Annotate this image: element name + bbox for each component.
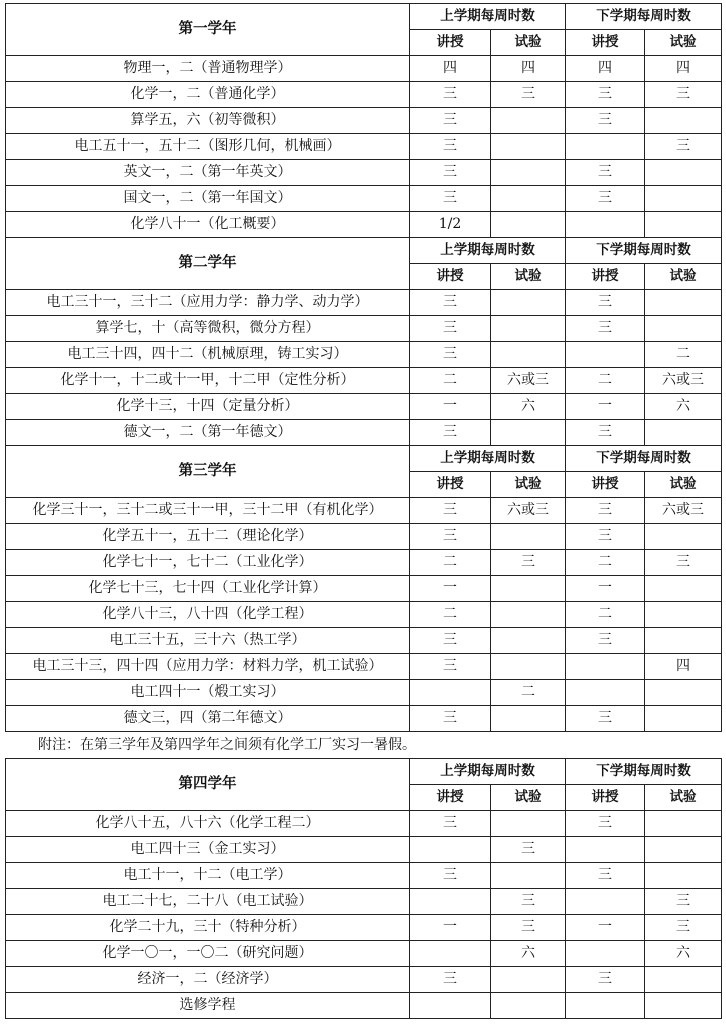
year-title: 第一学年 — [6, 4, 410, 56]
course-name: 电工三十四，四十二（机械原理，铸工实习） — [6, 342, 410, 368]
first-sem-lecture-hours: 三 — [410, 498, 491, 524]
second-sem-lab-hours: 四 — [645, 56, 722, 82]
first-sem-lab-hours — [491, 602, 566, 628]
first-sem-lecture-hours — [410, 993, 491, 1019]
course-name: 化学七十一，七十二（工业化学） — [6, 550, 410, 576]
first-sem-lecture-hours: 二 — [410, 602, 491, 628]
second-sem-lab-hours — [645, 316, 722, 342]
first-sem-lab-hours: 二 — [491, 680, 566, 706]
course-row — [6, 498, 722, 524]
course-row — [6, 602, 722, 628]
first-sem-lab-hours: 六 — [491, 941, 566, 967]
second-sem-lab-hours: 六或三 — [645, 368, 722, 394]
course-name: 化学八十一（化工概要） — [6, 212, 410, 238]
course-row — [6, 524, 722, 550]
second-sem-lab-hours — [645, 967, 722, 993]
first-sem-lab-hours: 三 — [491, 550, 566, 576]
first-sem-lab-hours — [491, 993, 566, 1019]
first-sem-lecture-hours: 三 — [410, 706, 491, 732]
first-sem-lecture-hours — [410, 889, 491, 915]
course-row — [6, 993, 722, 1019]
course-name: 化学五十一，五十二（理论化学） — [6, 524, 410, 550]
course-row — [6, 628, 722, 654]
course-name: 电工三十五，三十六（热工学） — [6, 628, 410, 654]
first-sem-lab-hours — [491, 108, 566, 134]
second-sem-lab-hours: 三 — [645, 550, 722, 576]
lab-header: 试验 — [491, 264, 566, 290]
course-row — [6, 706, 722, 732]
course-row — [6, 811, 722, 837]
course-row — [6, 160, 722, 186]
lab-header: 试验 — [491, 785, 566, 811]
first-sem-lab-hours: 三 — [491, 889, 566, 915]
second-sem-lab-hours — [645, 420, 722, 446]
first-sem-lecture-hours: 一 — [410, 576, 491, 602]
second-sem-lab-hours — [645, 160, 722, 186]
course-row — [6, 941, 722, 967]
first-sem-lecture-hours: 三 — [410, 186, 491, 212]
course-name: 英文一，二（第一年英文） — [6, 160, 410, 186]
first-sem-lecture-hours: 三 — [410, 160, 491, 186]
first-semester-header: 上学期每周时数 — [410, 238, 566, 264]
first-sem-lab-hours: 三 — [491, 837, 566, 863]
second-sem-lab-hours — [645, 628, 722, 654]
second-sem-lecture-hours — [566, 680, 645, 706]
second-sem-lab-hours: 六 — [645, 941, 722, 967]
year-title: 第三学年 — [6, 446, 410, 498]
course-name: 选修学程 — [6, 993, 410, 1019]
lab-header: 试验 — [491, 30, 566, 56]
second-sem-lab-hours: 六 — [645, 394, 722, 420]
course-name: 算学五，六（初等微积） — [6, 108, 410, 134]
course-row — [6, 837, 722, 863]
course-row — [6, 316, 722, 342]
second-sem-lab-hours — [645, 680, 722, 706]
second-sem-lecture-hours — [566, 342, 645, 368]
first-semester-header: 上学期每周时数 — [410, 759, 566, 785]
lecture-header: 讲授 — [566, 472, 645, 498]
lab-header: 试验 — [491, 472, 566, 498]
first-sem-lecture-hours: 二 — [410, 550, 491, 576]
first-sem-lab-hours — [491, 967, 566, 993]
section-header-row — [6, 759, 722, 785]
course-row — [6, 56, 722, 82]
second-sem-lecture-hours: 二 — [566, 368, 645, 394]
lab-header: 试验 — [645, 472, 722, 498]
lab-header: 试验 — [645, 30, 722, 56]
second-sem-lecture-hours: 三 — [566, 160, 645, 186]
lecture-header: 讲授 — [410, 785, 491, 811]
course-row — [6, 420, 722, 446]
second-sem-lab-hours: 六或三 — [645, 498, 722, 524]
course-name: 物理一，二（普通物理学） — [6, 56, 410, 82]
first-sem-lecture-hours: 三 — [410, 290, 491, 316]
course-name: 电工十一，十二（电工学） — [6, 863, 410, 889]
second-sem-lecture-hours: 二 — [566, 602, 645, 628]
course-name: 德文三，四（第二年德文） — [6, 706, 410, 732]
schedule-table-top — [5, 3, 722, 732]
first-sem-lecture-hours — [410, 680, 491, 706]
course-row — [6, 863, 722, 889]
second-sem-lab-hours — [645, 290, 722, 316]
course-row — [6, 915, 722, 941]
second-sem-lab-hours — [645, 837, 722, 863]
first-sem-lab-hours — [491, 212, 566, 238]
course-name: 化学二十九，三十（特种分析） — [6, 915, 410, 941]
second-sem-lab-hours — [645, 212, 722, 238]
first-sem-lecture-hours: 三 — [410, 342, 491, 368]
course-row — [6, 550, 722, 576]
first-sem-lecture-hours: 三 — [410, 108, 491, 134]
course-row — [6, 108, 722, 134]
first-semester-header: 上学期每周时数 — [410, 4, 566, 30]
first-sem-lecture-hours: 1/2 — [410, 212, 491, 238]
second-sem-lab-hours — [645, 706, 722, 732]
second-sem-lecture-hours: 三 — [566, 811, 645, 837]
course-name: 化学一〇一，一〇二（研究问题） — [6, 941, 410, 967]
first-sem-lab-hours: 六 — [491, 394, 566, 420]
second-sem-lecture-hours: 四 — [566, 56, 645, 82]
second-sem-lecture-hours: 二 — [566, 550, 645, 576]
second-sem-lab-hours: 四 — [645, 654, 722, 680]
second-semester-header: 下学期每周时数 — [566, 446, 722, 472]
course-name: 电工四十一（煅工实习） — [6, 680, 410, 706]
first-sem-lecture-hours — [410, 941, 491, 967]
second-sem-lecture-hours — [566, 212, 645, 238]
course-row — [6, 576, 722, 602]
course-name: 化学十三，十四（定量分析） — [6, 394, 410, 420]
first-sem-lecture-hours: 四 — [410, 56, 491, 82]
first-semester-header: 上学期每周时数 — [410, 446, 566, 472]
second-sem-lab-hours: 三 — [645, 82, 722, 108]
second-sem-lab-hours: 三 — [645, 889, 722, 915]
course-name: 化学八十五，八十六（化学工程二） — [6, 811, 410, 837]
course-name: 化学十一，十二或十一甲，十二甲（定性分析） — [6, 368, 410, 394]
course-row — [6, 212, 722, 238]
course-row — [6, 368, 722, 394]
course-name: 国文一，二（第一年国文） — [6, 186, 410, 212]
course-row — [6, 186, 722, 212]
first-sem-lab-hours — [491, 524, 566, 550]
course-name: 化学八十三，八十四（化学工程） — [6, 602, 410, 628]
second-sem-lecture-hours: 一 — [566, 576, 645, 602]
first-sem-lecture-hours: 三 — [410, 420, 491, 446]
second-sem-lecture-hours: 三 — [566, 316, 645, 342]
section-header-row — [6, 238, 722, 264]
course-row — [6, 967, 722, 993]
second-sem-lab-hours — [645, 811, 722, 837]
first-sem-lab-hours — [491, 316, 566, 342]
first-sem-lab-hours — [491, 160, 566, 186]
course-name: 德文一，二（第一年德文） — [6, 420, 410, 446]
course-row — [6, 394, 722, 420]
second-sem-lab-hours — [645, 602, 722, 628]
course-name: 电工二十七，二十八（电工试验） — [6, 889, 410, 915]
second-sem-lab-hours — [645, 576, 722, 602]
course-row — [6, 342, 722, 368]
first-sem-lab-hours — [491, 576, 566, 602]
first-sem-lab-hours — [491, 811, 566, 837]
course-row — [6, 889, 722, 915]
second-sem-lecture-hours: 一 — [566, 394, 645, 420]
first-sem-lecture-hours: 三 — [410, 82, 491, 108]
course-name: 经济一，二（经济学） — [6, 967, 410, 993]
first-sem-lab-hours — [491, 342, 566, 368]
first-sem-lab-hours — [491, 863, 566, 889]
second-semester-header: 下学期每周时数 — [566, 759, 722, 785]
lab-header: 试验 — [645, 264, 722, 290]
course-row — [6, 82, 722, 108]
second-sem-lecture-hours: 三 — [566, 628, 645, 654]
second-sem-lecture-hours — [566, 654, 645, 680]
lecture-header: 讲授 — [566, 30, 645, 56]
first-sem-lecture-hours: 三 — [410, 863, 491, 889]
course-name: 算学七，十（高等微积，微分方程） — [6, 316, 410, 342]
second-sem-lab-hours: 二 — [645, 342, 722, 368]
course-row — [6, 680, 722, 706]
lecture-header: 讲授 — [410, 264, 491, 290]
second-sem-lecture-hours: 三 — [566, 186, 645, 212]
first-sem-lab-hours: 三 — [491, 82, 566, 108]
course-name: 电工三十三，四十四（应用力学：材料力学，机工试验） — [6, 654, 410, 680]
first-sem-lecture-hours: 三 — [410, 811, 491, 837]
first-sem-lab-hours: 六或三 — [491, 368, 566, 394]
schedule-table-bottom — [5, 758, 722, 1019]
course-row — [6, 290, 722, 316]
second-sem-lecture-hours — [566, 993, 645, 1019]
second-sem-lecture-hours — [566, 837, 645, 863]
year-title: 第四学年 — [6, 759, 410, 811]
first-sem-lab-hours — [491, 186, 566, 212]
second-sem-lecture-hours: 三 — [566, 498, 645, 524]
second-sem-lecture-hours: 三 — [566, 524, 645, 550]
second-sem-lecture-hours: 三 — [566, 108, 645, 134]
second-sem-lecture-hours: 三 — [566, 863, 645, 889]
lecture-header: 讲授 — [410, 472, 491, 498]
course-name: 电工三十一，三十二（应用力学：静力学、动力学） — [6, 290, 410, 316]
course-name: 电工五十一，五十二（图形几何，机械画） — [6, 134, 410, 160]
lecture-header: 讲授 — [566, 785, 645, 811]
first-sem-lecture-hours — [410, 837, 491, 863]
first-sem-lab-hours — [491, 420, 566, 446]
first-sem-lecture-hours: 三 — [410, 654, 491, 680]
second-sem-lecture-hours: 三 — [566, 706, 645, 732]
second-sem-lab-hours — [645, 186, 722, 212]
course-row — [6, 134, 722, 160]
first-sem-lecture-hours: 三 — [410, 524, 491, 550]
lecture-header: 讲授 — [410, 30, 491, 56]
first-sem-lab-hours: 六或三 — [491, 498, 566, 524]
second-sem-lecture-hours: 三 — [566, 290, 645, 316]
second-sem-lecture-hours: 三 — [566, 967, 645, 993]
footnote: 附注：在第三学年及第四学年之间须有化学工厂实习一暑假。 — [38, 737, 416, 753]
second-sem-lecture-hours — [566, 889, 645, 915]
second-sem-lab-hours: 三 — [645, 134, 722, 160]
second-sem-lab-hours — [645, 524, 722, 550]
section-header-row — [6, 4, 722, 30]
first-sem-lab-hours: 四 — [491, 56, 566, 82]
second-sem-lab-hours — [645, 863, 722, 889]
section-header-row — [6, 446, 722, 472]
lab-header: 试验 — [645, 785, 722, 811]
first-sem-lab-hours — [491, 628, 566, 654]
course-row — [6, 654, 722, 680]
course-name: 化学一，二（普通化学） — [6, 82, 410, 108]
second-sem-lab-hours: 三 — [645, 915, 722, 941]
first-sem-lecture-hours: 二 — [410, 368, 491, 394]
second-sem-lecture-hours — [566, 134, 645, 160]
second-sem-lecture-hours: 三 — [566, 420, 645, 446]
second-sem-lab-hours — [645, 108, 722, 134]
second-sem-lecture-hours: 三 — [566, 82, 645, 108]
first-sem-lab-hours — [491, 706, 566, 732]
first-sem-lecture-hours: 三 — [410, 134, 491, 160]
course-name: 化学七十三，七十四（工业化学计算） — [6, 576, 410, 602]
second-semester-header: 下学期每周时数 — [566, 238, 722, 264]
lecture-header: 讲授 — [566, 264, 645, 290]
first-sem-lab-hours: 三 — [491, 915, 566, 941]
first-sem-lecture-hours: 一 — [410, 915, 491, 941]
year-title: 第二学年 — [6, 238, 410, 290]
first-sem-lecture-hours: 一 — [410, 394, 491, 420]
second-sem-lecture-hours — [566, 941, 645, 967]
course-name: 化学三十一，三十二或三十一甲，三十二甲（有机化学） — [6, 498, 410, 524]
first-sem-lab-hours — [491, 290, 566, 316]
second-sem-lecture-hours: 一 — [566, 915, 645, 941]
course-name: 电工四十三（金工实习） — [6, 837, 410, 863]
first-sem-lecture-hours: 三 — [410, 316, 491, 342]
first-sem-lecture-hours: 三 — [410, 628, 491, 654]
first-sem-lab-hours — [491, 654, 566, 680]
second-sem-lab-hours — [645, 993, 722, 1019]
first-sem-lecture-hours: 三 — [410, 967, 491, 993]
first-sem-lab-hours — [491, 134, 566, 160]
second-semester-header: 下学期每周时数 — [566, 4, 722, 30]
